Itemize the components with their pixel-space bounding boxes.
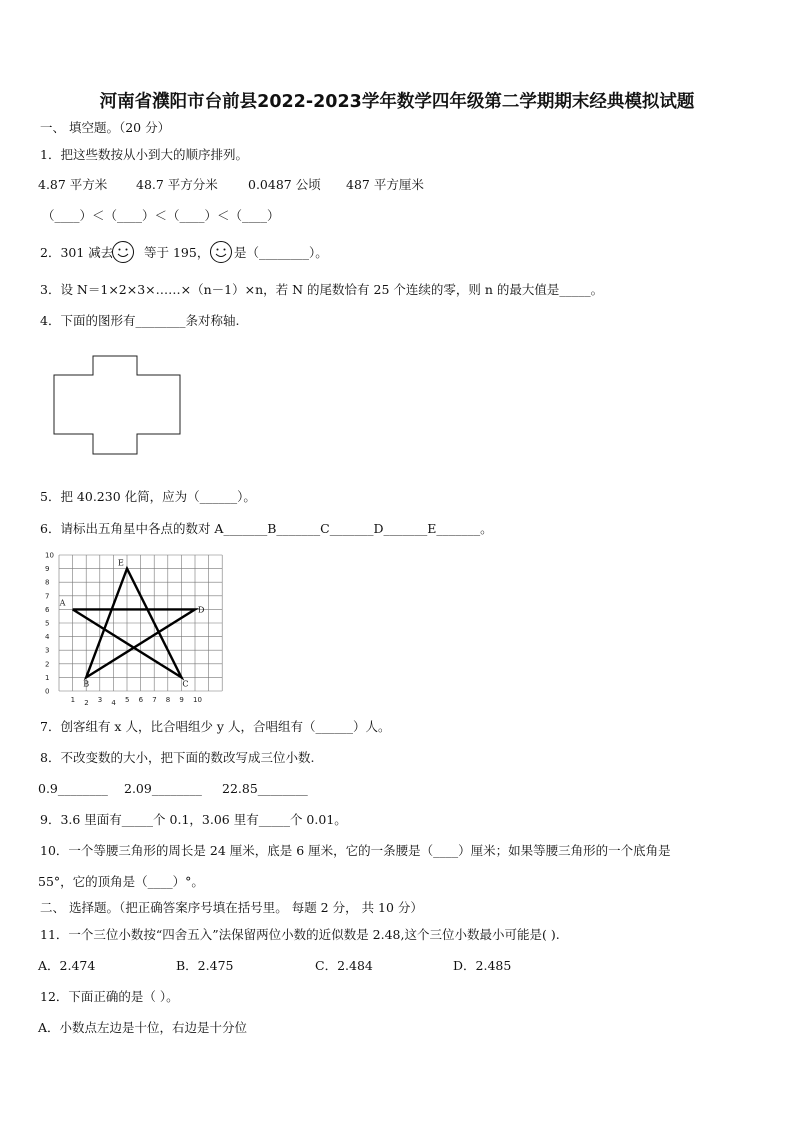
y-tick-label: 8 (45, 578, 50, 587)
star-point-label: C (182, 679, 189, 689)
star-grid-diagram (34, 549, 244, 709)
question-2-part-b: 等于 195， (144, 245, 210, 260)
question-1-item: 4.87 平方米 (38, 177, 108, 192)
question-1-answer-blanks[interactable]: （____）＜（____）＜（____）＜（____） (42, 208, 280, 223)
smiley-face-icon (111, 240, 135, 264)
y-tick-label: 7 (45, 592, 50, 601)
section-1-header: 一、 填空题。（20 分） (40, 120, 171, 135)
x-tick-label: 3 (97, 696, 103, 704)
y-tick-label: 6 (45, 605, 50, 614)
y-tick-label: 3 (45, 646, 50, 655)
y-tick-label: 0 (45, 687, 50, 696)
question-11-option-b[interactable]: B．2.475 (176, 958, 234, 973)
question-7: 7．创客组有 x 人，比合唱组少 y 人，合唱组有（______）人。 (40, 719, 391, 734)
star-point-label: D (198, 605, 205, 615)
smiley-face-icon (209, 240, 233, 264)
question-11-stem: 11．一个三位小数按“四舍五入”法保留两位小数的近似数是 2.48,这个三位小数最小可能是( ). (40, 927, 560, 942)
question-3: 3．设 N＝1×2×3×……×（n－1）×n，若 N 的尾数恰有 25 个连续的零，则 n 的最大值是_____。 (40, 282, 604, 297)
question-2-part-c: 是（________）。 (234, 245, 328, 260)
x-tick-label: 4 (111, 699, 116, 707)
question-12-option-a[interactable]: A．小数点左边是十位，右边是十分位 (38, 1020, 248, 1035)
x-tick-label: 10 (193, 696, 202, 704)
question-9: 9．3.6 里面有_____个 0.1，3.06 里有_____个 0.01。 (40, 812, 347, 827)
star-point-label: A (59, 598, 66, 608)
question-12-stem: 12．下面正确的是（ ）。 (40, 989, 179, 1004)
star-point-label: E (118, 558, 124, 568)
question-8-item: 22.85________ (222, 781, 308, 796)
x-tick-label: 7 (152, 696, 157, 704)
question-1-item: 48.7 平方分米 (136, 177, 218, 192)
cross-shape-figure (50, 354, 186, 458)
x-tick-label: 8 (165, 696, 171, 704)
question-8-item: 2.09________ (124, 781, 202, 796)
question-1-item: 487 平方厘米 (346, 177, 424, 192)
y-tick-label: 2 (45, 660, 50, 669)
y-tick-label: 1 (45, 673, 50, 682)
question-2-part-a: 2．301 减去 (40, 245, 114, 260)
y-tick-label: 4 (45, 633, 50, 642)
question-11-option-d[interactable]: D．2.485 (453, 958, 512, 973)
y-tick-label: 5 (45, 619, 50, 628)
question-8-stem: 8．不改变数的大小，把下面的数改写成三位小数. (40, 750, 315, 765)
section-2-header: 二、 选择题。（把正确答案序号填在括号里。 每题 2 分， 共 10 分） (40, 900, 423, 915)
y-tick-label: 9 (45, 565, 50, 574)
question-10-line-2: 55°，它的顶角是（____）°。 (38, 874, 204, 889)
question-1-stem: 1．把这些数按从小到大的顺序排列。 (40, 147, 248, 162)
y-tick-label: 10 (45, 551, 54, 560)
x-tick-label: 9 (179, 696, 184, 704)
question-6: 6．请标出五角星中各点的数对 A_______B_______C_______D_______E_______。 (40, 521, 493, 536)
question-5: 5．把 40.230 化简，应为（______）。 (40, 489, 256, 504)
question-1-item: 0.0487 公顷 (248, 177, 321, 192)
question-10-line-1: 10．一个等腰三角形的周长是 24 厘米，底是 6 厘米，它的一条腰是（____）厘米；如果等腰三角形的一个底角是 (40, 843, 671, 858)
x-tick-label: 2 (84, 699, 89, 707)
question-4: 4．下面的图形有________条对称轴. (40, 313, 240, 328)
star-point-label: B (83, 679, 90, 689)
x-tick-label: 6 (138, 696, 144, 704)
question-8-item: 0.9________ (38, 781, 108, 796)
x-tick-label: 1 (70, 696, 76, 704)
page-title: 河南省濮阳市台前县2022-2023学年数学四年级第二学期期末经典模拟试题 (99, 92, 695, 112)
question-11-option-c[interactable]: C．2.484 (315, 958, 373, 973)
x-tick-label: 5 (125, 696, 130, 704)
question-11-option-a[interactable]: A．2.474 (38, 958, 96, 973)
